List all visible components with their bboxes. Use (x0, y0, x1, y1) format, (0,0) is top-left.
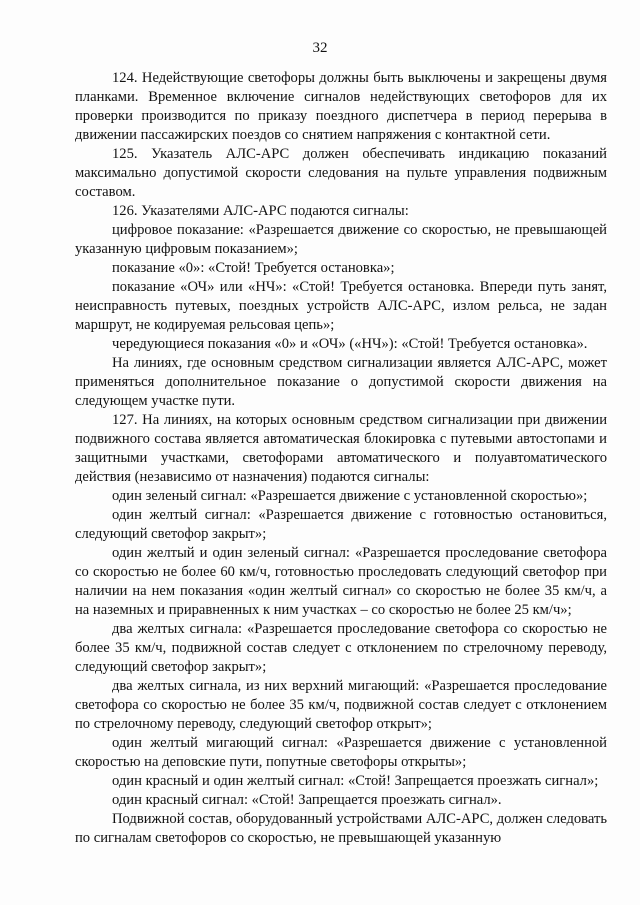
paragraph-126: 126. Указателями АЛС-АРС подаются сигналы: (112, 203, 409, 219)
paragraph-127: 127. На линиях, на которых основным средством сигнализации при движении подвижного состава является автоматическая блокировка с путевыми автостопами и защитными участками, светофорами автоматического и полуавтоматического действия (независимо от назначения) подаются сигналы: (75, 412, 607, 485)
signal-yellow-flashing: один желтый мигающий сигнал: «Разрешается движение с установленной скоростью на деповские пути, попутные светофоры открыты»; (75, 735, 607, 770)
signal-two-yellow: два желтых сигнала: «Разрешается проследование светофора со скоростью не более 35 км/ч, подвижной состав следует с отклонением по стрелочному переводу, следующий светофор закрыт»; (75, 621, 607, 675)
paragraph-125: 125. Указатель АЛС-АРС должен обеспечивать индикацию показаний максимально допустимой скорости следования на пульте управления подвижным составом. (75, 146, 607, 200)
paragraph-additional-indication: На линиях, где основным средством сигнализации является АЛС-АРС, может применяться дополнительное показание о допустимой скорости движения на следующем участке пути. (75, 355, 607, 409)
signal-red: один красный сигнал: «Стой! Запрещается проезжать сигнал». (112, 792, 502, 808)
paragraph-124: 124. Недействующие светофоры должны быть выключены и закрещены двумя планками. Временное включение сигналов недействующих светофоров для их проверки производится по приказу поездного диспетчера в период перерыва в движении пассажирских поездов со снятием напряжения с контактной сети. (75, 70, 607, 143)
page-number: 32 (312, 40, 328, 56)
signal-digital-indication: цифровое показание: «Разрешается движение со скоростью, не превышающей указанную цифровым показанием»; (75, 222, 607, 257)
signal-yellow-green: один желтый и один зеленый сигнал: «Разрешается проследование светофора со скоростью не более 60 км/ч, готовностью проследовать следующий светофор при наличии на нем показания «один желтый сигнал» со скоростью не более 35 км/ч, а на наземных и приравненных к ним участках – со скоростью не более 25 км/ч»; (75, 545, 607, 618)
signal-yellow: один желтый сигнал: «Разрешается движение с готовностью остановиться, следующий светофор закрыт»; (75, 507, 607, 542)
signal-zero-indication: показание «0»: «Стой! Требуется остановка»; (112, 260, 395, 276)
signal-two-yellow-flashing: два желтых сигнала, из них верхний мигающий: «Разрешается проследование светофора со скоростью не более 35 км/ч, подвижной состав следует с отклонением по стрелочному переводу, следующий светофор открыт»; (75, 678, 607, 732)
signal-red-yellow: один красный и один желтый сигнал: «Стой! Запрещается проезжать сигнал»; (112, 773, 599, 789)
signal-alternating-indication: чередующиеся показания «0» и «ОЧ» («НЧ»): «Стой! Требуется остановка». (112, 336, 588, 352)
document-body (75, 69, 607, 848)
paragraph-rolling-stock: Подвижной состав, оборудованный устройствами АЛС-АРС, должен следовать по сигналам светофоров со скоростью, не превышающей указанную (75, 811, 607, 846)
signal-och-nch-indication: показание «ОЧ» или «НЧ»: «Стой! Требуется остановка. Впереди путь занят, неисправность путевых, поездных устройств АЛС-АРС, излом рельса, не задан маршрут, не кодируемая рельсовая цепь»; (75, 279, 607, 333)
signal-green: один зеленый сигнал: «Разрешается движение с установленной скоростью»; (112, 488, 588, 504)
